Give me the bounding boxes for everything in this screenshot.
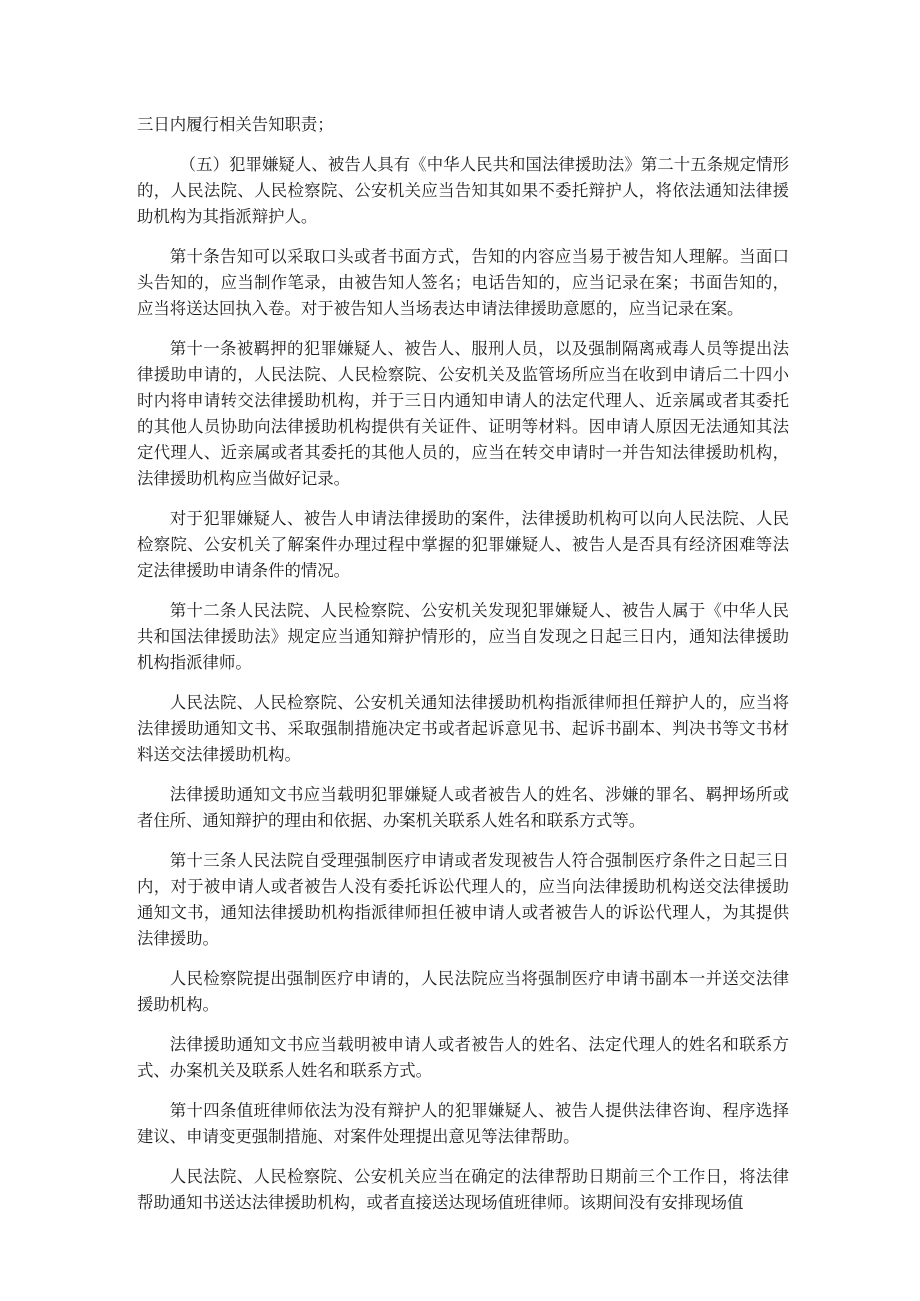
paragraph: 第十四条值班律师依法为没有辩护人的犯罪嫌疑人、被告人提供法律咨询、程序选择建议、申请变更强制措施、对案件处理提出意见等法律帮助。 [137, 1101, 789, 1146]
paragraph: 法律援助通知文书应当载明被申请人或者被告人的姓名、法定代理人的姓名和联系方式、办案机关及联系人姓名和联系方式。 [137, 1035, 789, 1080]
paragraph: 第十三条人民法院自受理强制医疗申请或者发现被告人符合强制医疗条件之日起三日内，对于被申请人或者被告人没有委托诉讼代理人的，应当向法律援助机构送交法律援助通知文书，通知法律援助机构指派律师担任被申请人或者被告人的诉讼代理人，为其提供法律援助。 [137, 851, 789, 948]
paragraph: 第十条告知可以采取口头或者书面方式，告知的内容应当易于被告知人理解。当面口头告知的，应当制作笔录，由被告知人签名；电话告知的，应当记录在案；书面告知的，应当将送达回执入卷。对于被告知人当场表达申请法律援助意愿的，应当记录在案。 [137, 247, 789, 318]
paragraph: 第十二条人民法院、人民检察院、公安机关发现犯罪嫌疑人、被告人属于《中华人民共和国法律援助法》规定应当通知辩护情形的，应当自发现之日起三日内，通知法律援助机构指派律师。 [137, 601, 789, 672]
paragraph: 三日内履行相关告知职责； [137, 115, 334, 134]
paragraph: 法律援助通知文书应当载明犯罪嫌疑人或者被告人的姓名、涉嫌的罪名、羁押场所或者住所、通知辩护的理由和依据、办案机关联系人姓名和联系方式等。 [137, 785, 789, 830]
paragraph: 人民法院、人民检察院、公安机关通知法律援助机构指派律师担任辩护人的，应当将法律援助通知文书、采取强制措施决定书或者起诉意见书、起诉书副本、判决书等文书材料送交法律援助机构。 [137, 693, 789, 764]
paragraph: 第十一条被羁押的犯罪嫌疑人、被告人、服刑人员，以及强制隔离戒毒人员等提出法律援助申请的，人民法院、人民检察院、公安机关及监管场所应当在收到申请后二十四小时内将申请转交法律援助机构，并于三日内通知申请人的法定代理人、近亲属或者其委托的其他人员协助向法律援助机构提供有关证件、证明等材料。因申请人原因无法通知其法定代理人、近亲属或者其委托的其他人员的，应当在转交申请时一并告知法律援助机构，法律援助机构应当做好记录。 [137, 339, 789, 488]
paragraph: 对于犯罪嫌疑人、被告人申请法律援助的案件，法律援助机构可以向人民法院、人民检察院、公安机关了解案件办理过程中掌握的犯罪嫌疑人、被告人是否具有经济困难等法定法律援助申请条件的情况。 [137, 509, 789, 580]
paragraph: 人民法院、人民检察院、公安机关应当在确定的法律帮助日期前三个工作日，将法律帮助通知书送达法律援助机构，或者直接送达现场值班律师。该期间没有安排现场值 [137, 1167, 789, 1212]
paragraph: （五）犯罪嫌疑人、被告人具有《中华人民共和国法律援助法》第二十五条规定情形的，人民法院、人民检察院、公安机关应当告知其如果不委托辩护人，将依法通知法律援助机构为其指派辩护人。 [137, 155, 789, 226]
paragraph: 人民检察院提出强制医疗申请的，人民法院应当将强制医疗申请书副本一并送交法律援助机构。 [137, 969, 789, 1014]
document-body [137, 112, 789, 1230]
